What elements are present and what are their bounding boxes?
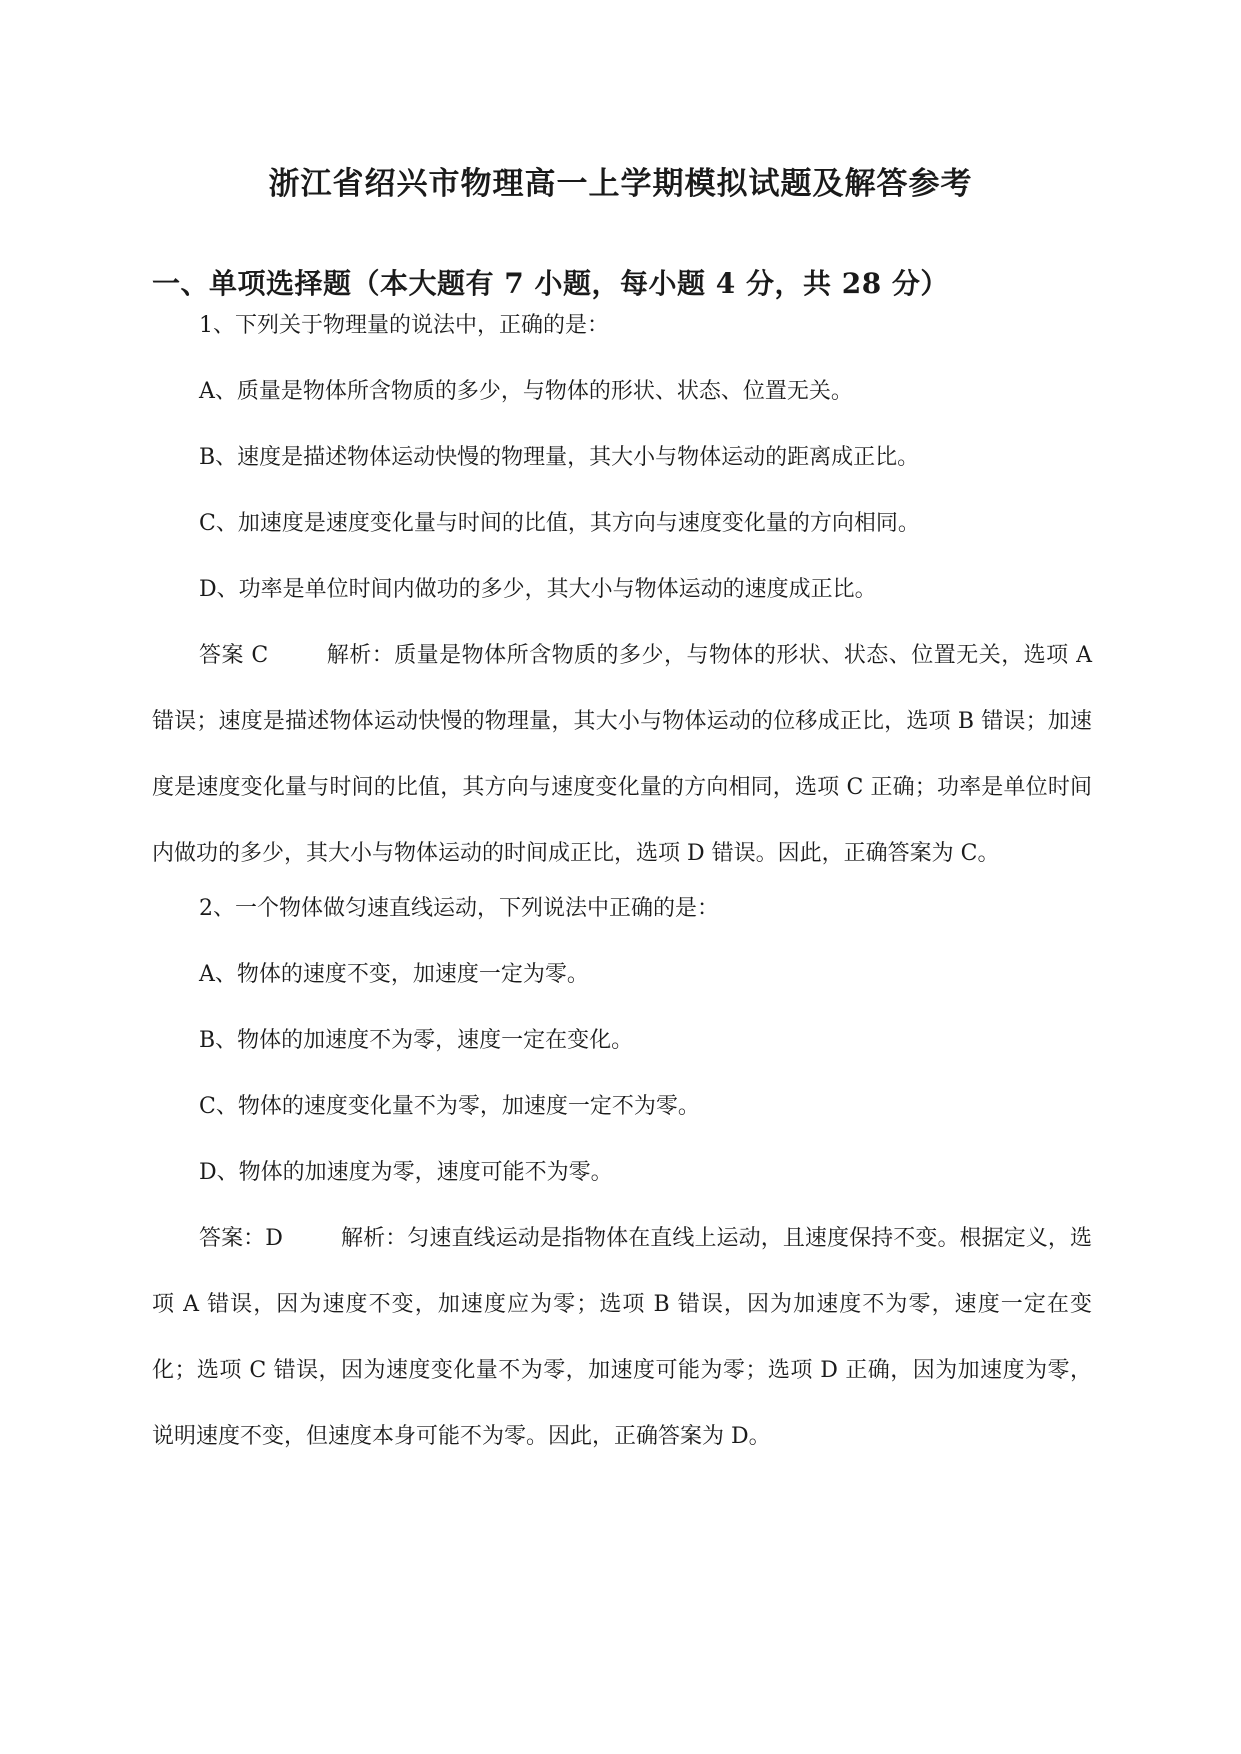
question-1-analysis: 解析：质量是物体所含物质的多少，与物体的形状、状态、位置无关，选项 A 错误；速度是描述物体运动快慢的物理量，其大小与物体运动的位移成正比，选项 B 错误；加速度是速度变化量与时间的比值，其方向与速度变化量的方向相同，选项 C 正确；功率是单位时间内做功的多少，其大小与物体运动的时间成正比，选项 D 错误。因此，正确答案为 C。: [152, 643, 1093, 866]
question-1-solution: [152, 623, 1092, 887]
question-2-solution: [152, 1206, 1092, 1470]
question-1-option-d: D、功率是单位时间内做功的多少，其大小与物体运动的速度成正比。: [199, 577, 877, 602]
question-2: [152, 876, 1092, 1470]
question-2-option-c: C、物体的速度变化量不为零，加速度一定不为零。: [199, 1094, 700, 1119]
question-1-answer: 答案 C: [199, 643, 269, 668]
question-1-stem: 1、下列关于物理量的说法中，正确的是：: [199, 313, 609, 338]
question-2-answer: 答案：D: [199, 1226, 283, 1251]
question-2-stem: 2、一个物体做匀速直线运动，下列说法中正确的是：: [199, 896, 719, 921]
question-1-option-b: B、速度是描述物体运动快慢的物理量，其大小与物体运动的距离成正比。: [199, 445, 920, 470]
question-2-analysis: 解析：匀速直线运动是指物体在直线上运动，且速度保持不变。根据定义，选项 A 错误，因为速度不变，加速度应为零；选项 B 错误，因为加速度不为零，速度一定在变化；选项 C 错误，因为速度变化量不为零，加速度可能为零；选项 D 正确，因为加速度为零，说明速度不变，但速度本身可能不为零。因此，正确答案为 D。: [152, 1226, 1092, 1449]
question-1-option-c: C、加速度是速度变化量与时间的比值，其方向与速度变化量的方向相同。: [199, 511, 920, 536]
question-2-option-b: B、物体的加速度不为零，速度一定在变化。: [199, 1028, 634, 1053]
question-1-option-a: A、质量是物体所含物质的多少，与物体的形状、状态、位置无关。: [199, 379, 853, 404]
question-2-option-a: A、物体的速度不变，加速度一定为零。: [199, 962, 589, 987]
question-2-option-d: D、物体的加速度为零，速度可能不为零。: [199, 1160, 613, 1185]
question-1: [152, 293, 1092, 887]
section-heading: 一、单项选择题（本大题有 7 小题，每小题 4 分，共 28 分）: [152, 267, 949, 300]
document-title: 浙江省绍兴市物理高一上学期模拟试题及解答参考: [268, 166, 973, 202]
